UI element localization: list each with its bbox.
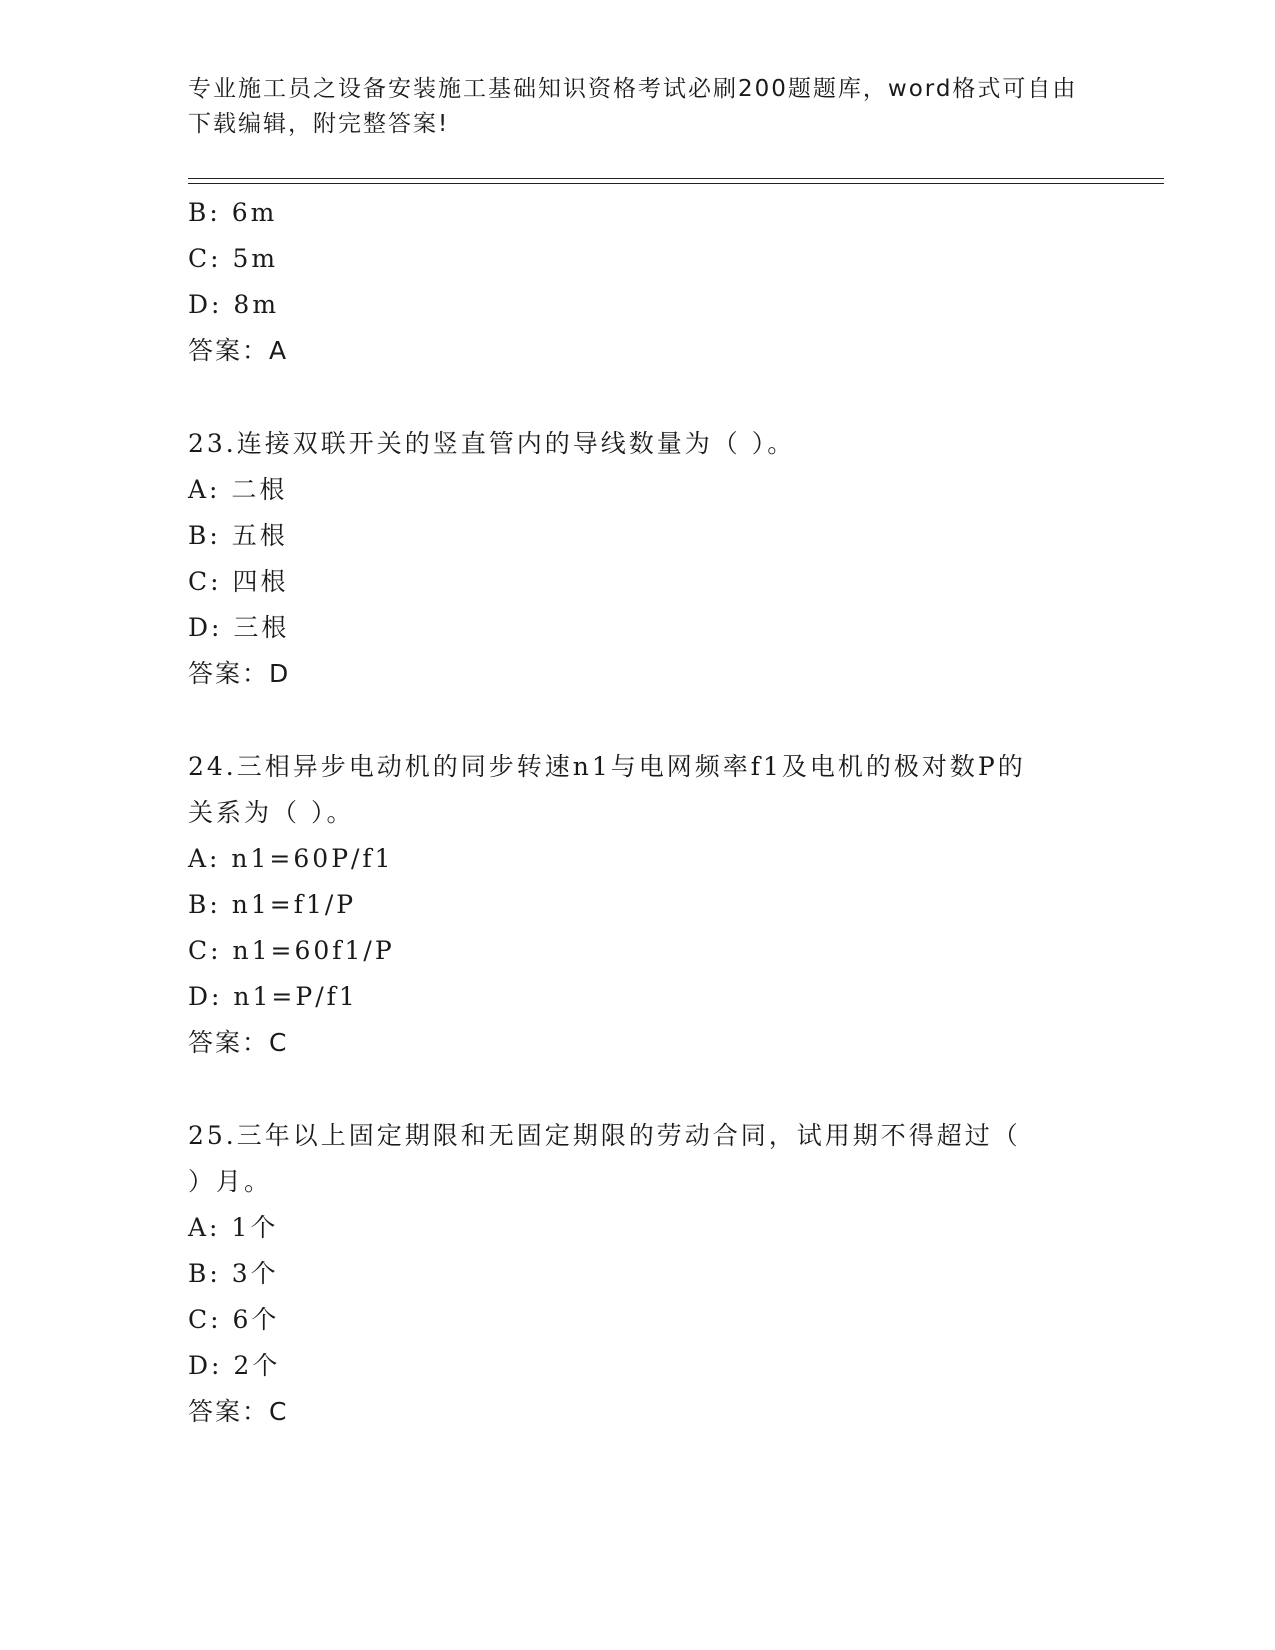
question-list bbox=[188, 190, 1088, 1435]
header-divider-bottom bbox=[188, 183, 1164, 184]
document-header bbox=[188, 72, 1078, 142]
answer-line: 答案：C bbox=[188, 1028, 289, 1057]
question-25 bbox=[188, 1113, 1088, 1435]
header-title-line-1: 专业施工员之设备安装施工基础知识资格考试必刷200题题库，word格式可自由 bbox=[188, 76, 1078, 102]
question-spacer bbox=[188, 1066, 1088, 1113]
option-c: C: 6个 bbox=[188, 1305, 280, 1334]
answer-line: 答案：C bbox=[188, 1397, 289, 1426]
question-24 bbox=[188, 744, 1088, 1066]
option-a: A: 1个 bbox=[188, 1213, 279, 1242]
question-stem-line-2: 关系为（ ）。 bbox=[188, 798, 355, 827]
answer-line: 答案：D bbox=[188, 659, 291, 688]
question-22-tail bbox=[188, 190, 1088, 374]
header-title-line-2: 下载编辑，附完整答案! bbox=[188, 111, 450, 137]
option-c: C: 5m bbox=[188, 244, 279, 273]
option-c: C: n1=60f1/P bbox=[188, 936, 395, 965]
header-divider-top bbox=[188, 178, 1164, 179]
option-a: A: 二根 bbox=[188, 475, 288, 504]
option-d: D: 2个 bbox=[188, 1351, 281, 1380]
option-c: C: 四根 bbox=[188, 567, 289, 596]
question-spacer bbox=[188, 697, 1088, 744]
question-stem-line-2: ）月。 bbox=[188, 1167, 273, 1196]
question-23 bbox=[188, 421, 1088, 697]
question-stem-line-1: 25.三年以上固定期限和无固定期限的劳动合同，试用期不得超过（ bbox=[188, 1121, 1021, 1150]
option-a: A: n1=60P/f1 bbox=[188, 844, 394, 873]
option-d: D: 8m bbox=[188, 290, 280, 319]
option-b: B: n1=f1/P bbox=[188, 890, 357, 919]
option-b: B: 6m bbox=[188, 198, 278, 227]
option-b: B: 3个 bbox=[188, 1259, 279, 1288]
answer-line: 答案：A bbox=[188, 336, 289, 365]
option-d: D: 三根 bbox=[188, 613, 290, 642]
option-d: D: n1=P/f1 bbox=[188, 982, 358, 1011]
option-b: B: 五根 bbox=[188, 521, 288, 550]
question-spacer bbox=[188, 374, 1088, 421]
question-stem: 23.连接双联开关的竖直管内的导线数量为（ ）。 bbox=[188, 429, 796, 458]
question-stem-line-1: 24.三相异步电动机的同步转速n1与电网频率f1及电机的极对数P的 bbox=[188, 752, 1026, 781]
